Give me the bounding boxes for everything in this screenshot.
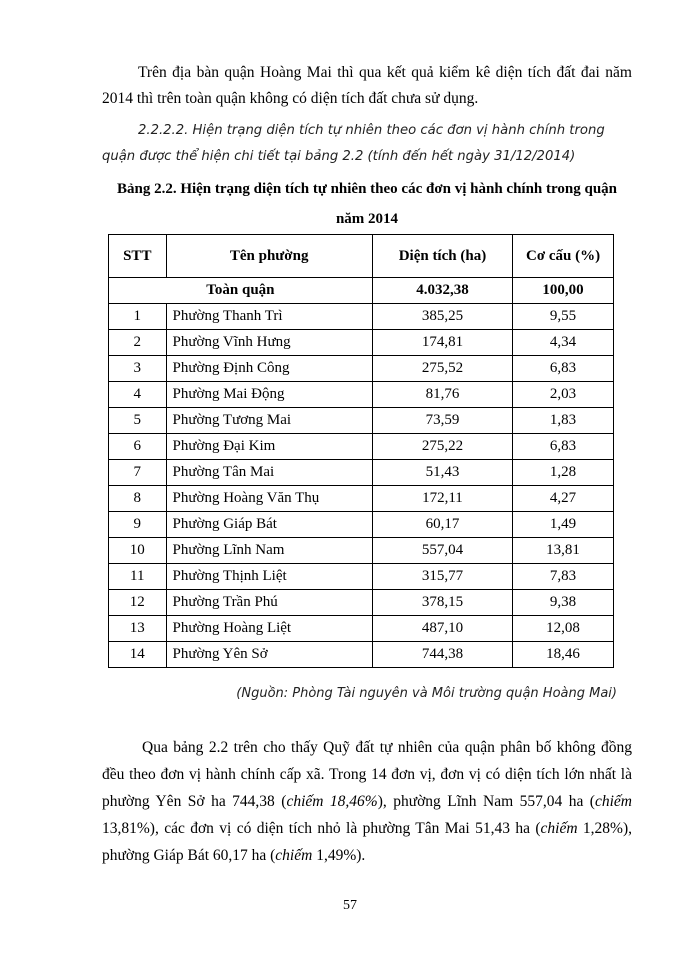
table-row <box>109 642 614 668</box>
analysis-text-4: 1,28%), phường Giáp Bát 60,17 ha ( <box>102 820 632 864</box>
row-share: 7,83 <box>513 564 614 590</box>
row-area: 51,43 <box>372 460 512 486</box>
row-share: 4,34 <box>513 330 614 356</box>
row-stt: 14 <box>109 642 167 668</box>
analysis-text-3: 13,81%), các đơn vị có diện tích nhỏ là phường Tân Mai 51,43 ha ( <box>102 820 541 837</box>
total-row <box>109 278 614 304</box>
row-name: Phường Định Công <box>166 356 372 382</box>
row-area: 60,17 <box>372 512 512 538</box>
row-share: 18,46 <box>513 642 614 668</box>
row-name: Phường Giáp Bát <box>166 512 372 538</box>
total-label: Toàn quận <box>109 278 373 304</box>
row-name: Phường Hoàng Văn Thụ <box>166 486 372 512</box>
table-row <box>109 616 614 642</box>
header-area: Diện tích (ha) <box>372 235 512 278</box>
area-table <box>108 234 614 668</box>
total-area: 4.032,38 <box>372 278 512 304</box>
row-stt: 5 <box>109 408 167 434</box>
table-row <box>109 590 614 616</box>
table-row <box>109 512 614 538</box>
header-name: Tên phường <box>166 235 372 278</box>
row-share: 9,55 <box>513 304 614 330</box>
row-stt: 9 <box>109 512 167 538</box>
row-share: 1,28 <box>513 460 614 486</box>
row-area: 172,11 <box>372 486 512 512</box>
row-area: 385,25 <box>372 304 512 330</box>
row-name: Phường Yên Sở <box>166 642 372 668</box>
page-number: 57 <box>343 898 357 913</box>
row-share: 2,03 <box>513 382 614 408</box>
table-row <box>109 486 614 512</box>
analysis-text-1: Qua bảng 2.2 trên cho thấy Quỹ đất tự nhiên của quận phân bố không đồng đều theo đơn vị hành chính cấp xã. Trong 14 đơn vị, đơn vị có diện tích lớn nhất là phường Yên Sở ha 744,38 ( <box>102 739 632 810</box>
table-row <box>109 564 614 590</box>
row-name: Phường Vĩnh Hưng <box>166 330 372 356</box>
row-area: 315,77 <box>372 564 512 590</box>
table-row <box>109 538 614 564</box>
analysis-paragraph <box>102 734 632 869</box>
table-header-row <box>109 235 614 278</box>
table-row <box>109 304 614 330</box>
row-name: Phường Hoàng Liệt <box>166 616 372 642</box>
analysis-italic-2: chiếm <box>594 793 632 810</box>
row-share: 4,27 <box>513 486 614 512</box>
table-row <box>109 382 614 408</box>
section-heading: 2.2.2.2. Hiện trạng diện tích tự nhiên theo các đơn vị hành chính trong quận được thể hiện chi tiết tại bảng 2.2 (tính đến hết ngày 31/12/2014) <box>102 123 605 164</box>
row-share: 12,08 <box>513 616 614 642</box>
row-area: 378,15 <box>372 590 512 616</box>
row-share: 6,83 <box>513 356 614 382</box>
row-stt: 6 <box>109 434 167 460</box>
row-name: Phường Tân Mai <box>166 460 372 486</box>
row-stt: 4 <box>109 382 167 408</box>
analysis-italic-3: chiếm <box>540 820 578 837</box>
row-area: 174,81 <box>372 330 512 356</box>
row-name: Phường Thanh Trì <box>166 304 372 330</box>
intro-paragraph: Trên địa bàn quận Hoàng Mai thì qua kết quả kiểm kê diện tích đất đai năm 2014 thì trên toàn quận không có diện tích đất chưa sử dụng. <box>102 64 632 107</box>
row-stt: 11 <box>109 564 167 590</box>
analysis-italic-4: chiếm <box>275 847 313 864</box>
row-area: 275,52 <box>372 356 512 382</box>
row-name: Phường Mai Động <box>166 382 372 408</box>
row-name: Phường Đại Kim <box>166 434 372 460</box>
row-stt: 10 <box>109 538 167 564</box>
row-share: 13,81 <box>513 538 614 564</box>
table-row <box>109 408 614 434</box>
source-note: (Nguồn: Phòng Tài nguyên và Môi trường quận Hoàng Mai) <box>236 686 617 701</box>
row-area: 73,59 <box>372 408 512 434</box>
total-share: 100,00 <box>513 278 614 304</box>
analysis-text-2: ), phường Lĩnh Nam 557,04 ha ( <box>377 793 595 810</box>
row-name: Phường Lĩnh Nam <box>166 538 372 564</box>
row-stt: 7 <box>109 460 167 486</box>
row-stt: 3 <box>109 356 167 382</box>
row-area: 275,22 <box>372 434 512 460</box>
row-stt: 12 <box>109 590 167 616</box>
header-share: Cơ cấu (%) <box>513 235 614 278</box>
row-stt: 1 <box>109 304 167 330</box>
row-name: Phường Tương Mai <box>166 408 372 434</box>
table-row <box>109 434 614 460</box>
row-area: 557,04 <box>372 538 512 564</box>
analysis-italic-1: chiếm 18,46% <box>286 793 378 810</box>
row-share: 6,83 <box>513 434 614 460</box>
row-area: 487,10 <box>372 616 512 642</box>
row-name: Phường Thịnh Liệt <box>166 564 372 590</box>
row-share: 1,49 <box>513 512 614 538</box>
analysis-text-5: 1,49%). <box>312 847 366 864</box>
row-area: 744,38 <box>372 642 512 668</box>
row-share: 9,38 <box>513 590 614 616</box>
row-stt: 2 <box>109 330 167 356</box>
table-row <box>109 356 614 382</box>
row-stt: 8 <box>109 486 167 512</box>
row-area: 81,76 <box>372 382 512 408</box>
table-caption: Bảng 2.2. Hiện trạng diện tích tự nhiên theo các đơn vị hành chính trong quận năm 2014 <box>116 181 618 227</box>
table-row <box>109 460 614 486</box>
row-stt: 13 <box>109 616 167 642</box>
row-share: 1,83 <box>513 408 614 434</box>
table-row <box>109 330 614 356</box>
row-name: Phường Trần Phú <box>166 590 372 616</box>
header-stt: STT <box>109 235 167 278</box>
